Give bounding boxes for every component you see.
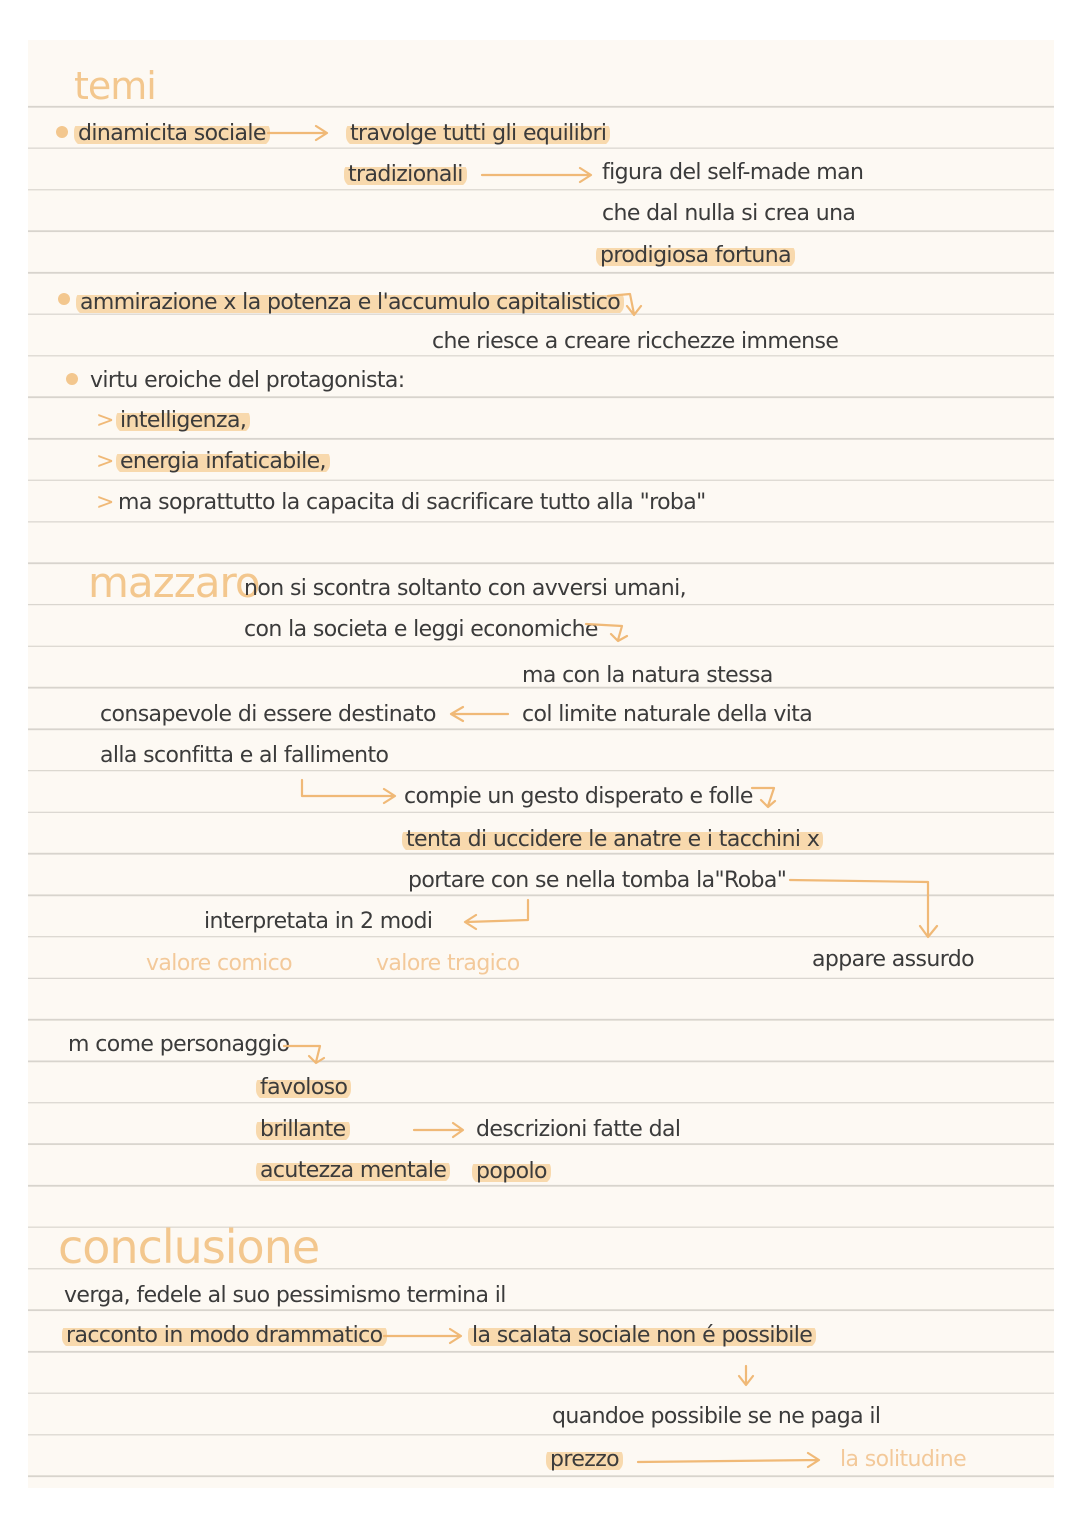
section-title-mazzaro: mazzaro <box>88 558 260 607</box>
text-ammirazione <box>76 289 624 317</box>
section-title-temi: temi <box>74 64 156 108</box>
highlight-energia: energia infaticabile, <box>116 449 330 474</box>
text-travolge <box>346 120 610 148</box>
text-descrizioni: descrizioni fatte dal <box>476 1117 681 1142</box>
highlight-prodigiosa: prodigiosa fortuna <box>596 243 795 268</box>
section-title-conclusione: conclusione <box>58 1220 320 1274</box>
text-compie: compie un gesto disperato e folle <box>404 784 753 809</box>
text-natura-stessa: ma con la natura stessa <box>522 663 773 688</box>
text-con-la-societa: con la societa e leggi economiche <box>244 617 598 642</box>
text-sconfitta: alla sconfitta e al fallimento <box>100 743 389 768</box>
chevron-right-icon: > <box>96 408 114 433</box>
text-che-dal-nulla: che dal nulla si crea una <box>602 201 856 226</box>
text-interpretata: interpretata in 2 modi <box>204 909 433 934</box>
text-che-riesce: che riesce a creare ricchezze immense <box>432 329 839 354</box>
text-scalata <box>468 1322 816 1350</box>
highlight-tradizionali: tradizionali <box>344 162 467 187</box>
highlight-acutezza: acutezza mentale <box>256 1158 450 1183</box>
highlight-travolge: travolge tutti gli equilibri <box>346 121 610 146</box>
text-consapevole: consapevole di essere destinato <box>100 702 436 727</box>
highlight-tenta: tenta di uccidere le anatre e i tacchini x <box>402 827 823 852</box>
chevron-right-icon: > <box>96 490 114 515</box>
text-virtu: virtu eroiche del protagonista: <box>90 368 405 393</box>
list-item-intelligenza <box>116 407 250 435</box>
text-appare-assurdo: appare assurdo <box>812 947 975 972</box>
bullet-dot <box>58 293 70 305</box>
text-figura: figura del self-made man <box>602 160 864 185</box>
list-item-soprattutto: ma soprattutto la capacita di sacrificare tutto alla "roba" <box>118 490 706 515</box>
text-valore-comico: valore comico <box>146 951 293 976</box>
text-limite-naturale: col limite naturale della vita <box>522 702 813 727</box>
highlight-intelligenza: intelligenza, <box>116 408 250 433</box>
highlight-prezzo: prezzo <box>546 1447 623 1472</box>
text-tradizionali <box>344 161 467 189</box>
text-dinamicita <box>74 120 270 148</box>
chevron-right-icon: > <box>96 449 114 474</box>
bullet-dot <box>56 126 68 138</box>
text-prodigiosa <box>596 242 795 270</box>
text-m-come: m come personaggio <box>68 1032 290 1057</box>
bullet-dot <box>66 373 78 385</box>
text-tenta <box>402 826 823 854</box>
text-solitudine: la solitudine <box>840 1447 967 1472</box>
highlight-popolo: popolo <box>472 1159 551 1184</box>
highlight-dinamicita: dinamicita sociale <box>74 121 270 146</box>
text-brillante <box>256 1116 350 1144</box>
text-favoloso <box>256 1074 351 1102</box>
text-popolo <box>472 1158 551 1186</box>
highlight-brillante: brillante <box>256 1117 350 1142</box>
text-valore-tragico: valore tragico <box>376 951 520 976</box>
highlight-ammirazione: ammirazione x la potenza e l'accumulo capitalistico <box>76 290 624 315</box>
text-racconto <box>62 1322 387 1350</box>
list-item-energia <box>116 448 330 476</box>
highlight-favoloso: favoloso <box>256 1075 351 1100</box>
text-prezzo <box>546 1446 623 1474</box>
highlight-scalata: la scalata sociale non é possibile <box>468 1323 816 1348</box>
highlight-racconto: racconto in modo drammatico <box>62 1323 387 1348</box>
text-verga: verga, fedele al suo pessimismo termina il <box>64 1283 506 1308</box>
text-portare: portare con se nella tomba la"Roba" <box>408 868 787 893</box>
text-quando: quandoe possibile se ne paga il <box>552 1404 881 1429</box>
text-non-si-scontra: non si scontra soltanto con avversi umani, <box>244 576 687 601</box>
text-acutezza <box>256 1157 450 1185</box>
